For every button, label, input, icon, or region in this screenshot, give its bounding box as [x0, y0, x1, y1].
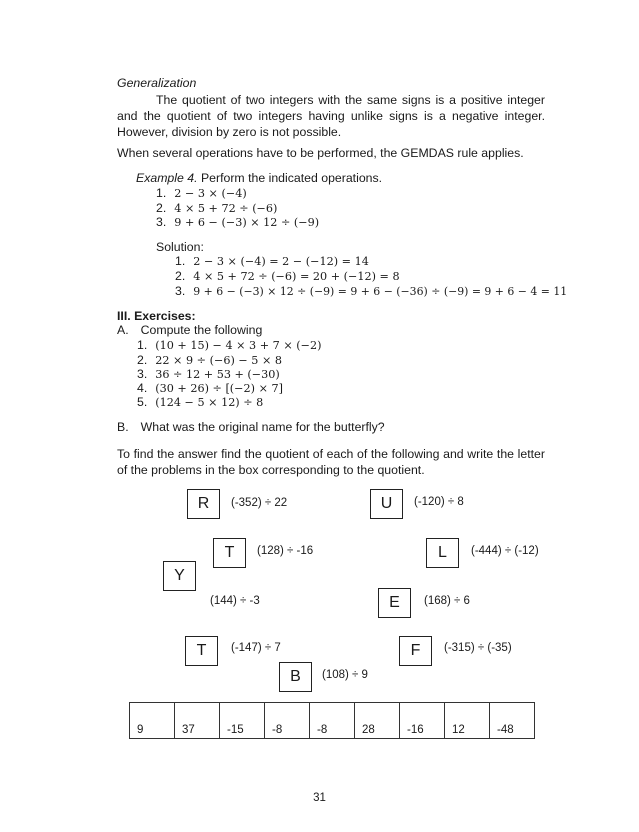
gemdas-sentence: When several operations have to be performed, the GEMDAS rule applies.: [117, 146, 524, 160]
puzzle-problem-t2: (-147) ÷ 7: [231, 642, 281, 654]
puzzle-letter-u: U: [370, 489, 403, 519]
example-item-1: 1. 2 − 3 × (−4): [156, 186, 247, 200]
exercise-a-4: 4. (30 + 26) ÷ [(−2) × 7]: [137, 381, 283, 395]
puzzle-letter-l: L: [426, 538, 459, 568]
solution-1: 1. 2 − 3 × (−4) = 2 − (−12) = 14: [175, 254, 369, 268]
answer-cell[interactable]: -16: [400, 703, 445, 739]
exercise-a-5: 5. (124 − 5 × 12) ÷ 8: [137, 395, 264, 409]
example-instruction: Perform the indicated operations.: [200, 171, 383, 185]
exercise-a-1: 1. (10 + 15) − 4 × 3 + 7 × (−2): [137, 338, 322, 352]
answer-table: [129, 702, 535, 739]
answer-cell[interactable]: -15: [220, 703, 265, 739]
puzzle-letter-b: B: [279, 662, 312, 692]
answer-cell[interactable]: 9: [130, 703, 175, 739]
solution-3: 3. 9 + 6 − (−3) × 12 ÷ (−9) = 9 + 6 − (−36) ÷ (−9) = 9 + 6 − 4 = 11: [175, 284, 568, 298]
puzzle-letter-t1: T: [213, 538, 246, 568]
puzzle-problem-u: (-120) ÷ 8: [414, 496, 464, 508]
puzzle-letter-r: R: [187, 489, 220, 519]
answer-cell[interactable]: -8: [310, 703, 355, 739]
page-number: 31: [313, 792, 326, 804]
solution-2: 2. 4 × 5 + 72 ÷ (−6) = 20 + (−12) = 8: [175, 269, 400, 283]
puzzle-problem-r: (-352) ÷ 22: [231, 497, 288, 509]
generalization-paragraph: The quotient of two integers with the same signs is a positive integer and the quotient of two integers having unlike signs is a negative integer. However, division by zero is not possible.: [117, 93, 545, 139]
answer-cell[interactable]: 28: [355, 703, 400, 739]
answer-cell[interactable]: 12: [445, 703, 490, 739]
example-item-2: 2. 4 × 5 + 72 ÷ (−6): [156, 201, 278, 215]
puzzle-letter-f: F: [399, 636, 432, 666]
answer-row: [130, 703, 535, 739]
solution-label: Solution:: [156, 240, 204, 254]
generalization-heading: Generalization: [117, 76, 197, 90]
answer-cell[interactable]: -48: [490, 703, 535, 739]
puzzle-problem-f: (-315) ÷ (-35): [444, 642, 512, 654]
puzzle-problem-t1: (128) ÷ -16: [257, 545, 314, 557]
puzzle-problem-y: (144) ÷ -3: [210, 595, 260, 607]
part-a-title: A. Compute the following: [117, 323, 263, 337]
puzzle-problem-e: (168) ÷ 6: [424, 595, 470, 607]
puzzle-problem-b: (108) ÷ 9: [322, 669, 368, 681]
puzzle-instruction: To find the answer find the quotient of each of the following and write the letter of the problems in the box corresponding to the quotient.: [117, 447, 545, 477]
answer-cell[interactable]: 37: [175, 703, 220, 739]
puzzle-letter-t2: T: [185, 636, 218, 666]
part-b-title: B. What was the original name for the butterfly?: [117, 420, 385, 434]
puzzle-letter-e: E: [378, 588, 411, 618]
example-item-3: 3. 9 + 6 − (−3) × 12 ÷ (−9): [156, 215, 320, 229]
answer-cell[interactable]: -8: [265, 703, 310, 739]
example-label: Example 4.: [136, 171, 198, 185]
exercises-heading: III. Exercises:: [117, 309, 196, 323]
puzzle-problem-l: (-444) ÷ (-12): [471, 545, 539, 557]
example-instruction-line: [136, 171, 382, 185]
exercise-a-2: 2. 22 × 9 ÷ (−6) − 5 × 8: [137, 353, 283, 367]
puzzle-letter-y: Y: [163, 561, 196, 591]
exercise-a-3: 3. 36 ÷ 12 + 53 + (−30): [137, 367, 280, 381]
